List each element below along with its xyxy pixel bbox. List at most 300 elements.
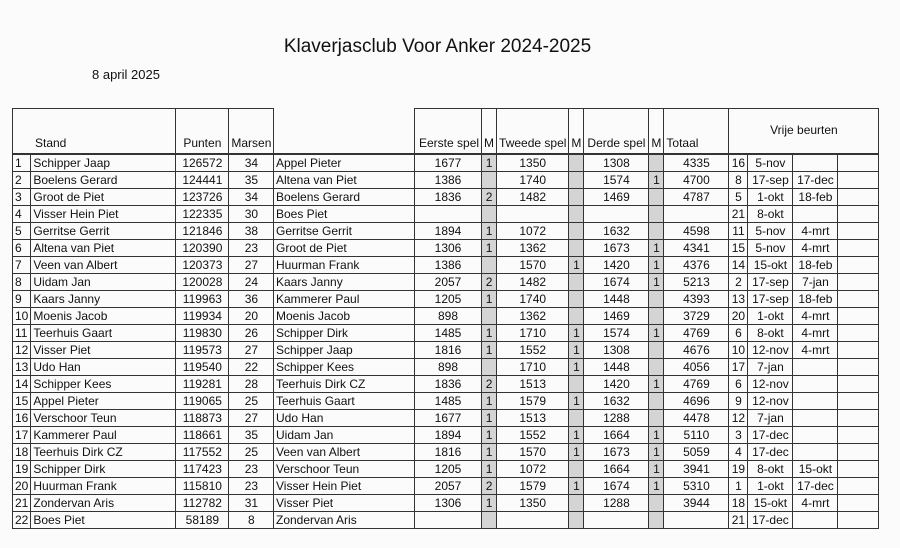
mars-2-value — [569, 172, 584, 189]
punten-value: 119934 — [176, 308, 229, 325]
table-row — [274, 410, 879, 427]
punten-value: 119281 — [176, 376, 229, 393]
stand-position: 11 — [13, 325, 31, 342]
player-name: Schipper Dirk — [31, 461, 176, 478]
vrije-beurten-count: 16 — [729, 154, 748, 172]
mars-2-value — [569, 274, 584, 291]
player-name: Teerhuis Dirk CZ — [31, 444, 176, 461]
stand-position: 2 — [13, 172, 31, 189]
totaal-value: 4056 — [664, 359, 729, 376]
marsen-value: 23 — [229, 461, 274, 478]
derde-spel-value: 1288 — [584, 495, 649, 512]
mars-1-value: 1 — [482, 325, 497, 342]
eerste-spel-value: 1306 — [415, 495, 482, 512]
table-row — [274, 223, 879, 240]
vrije-beurt-date-3 — [838, 291, 879, 308]
vrije-beurt-date-2: 4-mrt — [793, 495, 838, 512]
table-row — [274, 427, 879, 444]
tweede-spel-value: 1513 — [497, 376, 569, 393]
vrije-beurten-count: 15 — [729, 240, 748, 257]
eerste-spel-value: 1205 — [415, 461, 482, 478]
player-name: Zondervan Aris — [31, 495, 176, 512]
tweede-spel-value: 1350 — [497, 154, 569, 172]
mars-2-value — [569, 154, 584, 172]
page-title: Klaverjasclub Voor Anker 2024-2025 — [283, 36, 592, 57]
vrije-beurt-date-2 — [793, 427, 838, 444]
eerste-spel-value — [415, 512, 482, 529]
stand-position: 6 — [13, 240, 31, 257]
derde-spel-value: 1574 — [584, 325, 649, 342]
vrije-beurten-count: 17 — [729, 359, 748, 376]
vrije-beurt-date-3 — [838, 274, 879, 291]
player-name: Kaars Janny — [31, 291, 176, 308]
mars-3-value — [649, 291, 664, 308]
mars-3-value: 1 — [649, 172, 664, 189]
vrije-beurt-date-1: 8-okt — [748, 206, 793, 223]
totaal-value: 4335 — [664, 154, 729, 172]
player-name: Visser Hein Piet — [274, 478, 415, 495]
marsen-value: 27 — [229, 342, 274, 359]
punten-value: 117423 — [176, 461, 229, 478]
player-name: Schipper Jaap — [274, 342, 415, 359]
mars-2-value — [569, 240, 584, 257]
vrije-beurt-date-1: 17-dec — [748, 444, 793, 461]
mars-2-value — [569, 410, 584, 427]
standings-header-row — [13, 109, 274, 155]
marsen-value: 25 — [229, 444, 274, 461]
mars-3-value — [649, 410, 664, 427]
totaal-value: 4478 — [664, 410, 729, 427]
eerste-spel-value: 1677 — [415, 154, 482, 172]
totaal-value: 4696 — [664, 393, 729, 410]
tweede-spel-value: 1570 — [497, 444, 569, 461]
table-row — [13, 342, 274, 359]
mars-1-value: 1 — [482, 223, 497, 240]
mars-2-value: 1 — [569, 478, 584, 495]
vrije-beurt-date-2 — [793, 410, 838, 427]
mars-2-value — [569, 206, 584, 223]
stand-position: 4 — [13, 206, 31, 223]
vrije-beurt-date-2: 7-jan — [793, 274, 838, 291]
vrije-beurt-date-2: 4-mrt — [793, 308, 838, 325]
stand-position: 13 — [13, 359, 31, 376]
vrije-beurt-date-3 — [838, 359, 879, 376]
derde-spel-value: 1632 — [584, 393, 649, 410]
mars-1-value: 2 — [482, 189, 497, 206]
mars-2-value: 1 — [569, 257, 584, 274]
mars-3-value — [649, 189, 664, 206]
table-row — [274, 189, 879, 206]
mars-1-value — [482, 359, 497, 376]
punten-value: 118661 — [176, 427, 229, 444]
vrije-beurt-date-3 — [838, 257, 879, 274]
table-row — [274, 274, 879, 291]
derde-spel-value: 1420 — [584, 376, 649, 393]
vrije-beurten-count: 21 — [729, 206, 748, 223]
eerste-spel-value: 1677 — [415, 410, 482, 427]
derde-spel-value: 1420 — [584, 257, 649, 274]
stand-position: 17 — [13, 427, 31, 444]
mars-3-value — [649, 495, 664, 512]
vrije-beurten-count: 4 — [729, 444, 748, 461]
vrije-beurt-date-3 — [838, 206, 879, 223]
vrije-beurten-count: 18 — [729, 495, 748, 512]
marsen-value: 22 — [229, 359, 274, 376]
marsen-value: 8 — [229, 512, 274, 529]
punten-value: 124441 — [176, 172, 229, 189]
table-row — [13, 240, 274, 257]
mars-3-value — [649, 393, 664, 410]
mars-3-value: 1 — [649, 240, 664, 257]
tweede-spel-value — [497, 206, 569, 223]
vrije-beurt-date-3 — [838, 189, 879, 206]
table-row — [13, 308, 274, 325]
vrije-beurt-date-3 — [838, 512, 879, 529]
vrije-beurten-count: 6 — [729, 325, 748, 342]
player-name: Verschoor Teun — [31, 410, 176, 427]
mars-3-value — [649, 223, 664, 240]
tweede-spel-value: 1710 — [497, 325, 569, 342]
stand-position: 20 — [13, 478, 31, 495]
table-row — [274, 154, 879, 172]
vrije-beurten-count: 1 — [729, 478, 748, 495]
table-row — [13, 376, 274, 393]
vrije-beurten-count: 2 — [729, 274, 748, 291]
derde-spel-value: 1632 — [584, 223, 649, 240]
table-row — [13, 257, 274, 274]
player-name: Visser Piet — [31, 342, 176, 359]
mars-3-value: 1 — [649, 444, 664, 461]
header-derde-spel: Derde spel — [584, 109, 649, 155]
totaal-value — [664, 512, 729, 529]
header-m3: M — [649, 109, 664, 155]
mars-1-value: 2 — [482, 376, 497, 393]
marsen-value: 20 — [229, 308, 274, 325]
table-row — [13, 512, 274, 529]
vrije-beurt-date-2: 17-dec — [793, 478, 838, 495]
derde-spel-value: 1673 — [584, 240, 649, 257]
mars-2-value — [569, 512, 584, 529]
vrije-beurt-date-2: 18-feb — [793, 189, 838, 206]
table-row — [274, 172, 879, 189]
eerste-spel-value: 898 — [415, 359, 482, 376]
tweede-spel-value: 1552 — [497, 427, 569, 444]
marsen-value: 27 — [229, 410, 274, 427]
stand-position: 3 — [13, 189, 31, 206]
stand-position: 19 — [13, 461, 31, 478]
mars-1-value: 1 — [482, 393, 497, 410]
derde-spel-value: 1308 — [584, 342, 649, 359]
table-row — [13, 393, 274, 410]
mars-1-value: 1 — [482, 154, 497, 172]
table-row — [274, 206, 879, 223]
table-row — [274, 376, 879, 393]
mars-1-value: 1 — [482, 410, 497, 427]
mars-2-value — [569, 308, 584, 325]
totaal-value: 4676 — [664, 342, 729, 359]
stand-position: 10 — [13, 308, 31, 325]
vrije-beurt-date-1: 12-nov — [748, 376, 793, 393]
table-row — [13, 172, 274, 189]
table-row — [13, 223, 274, 240]
totaal-value: 4700 — [664, 172, 729, 189]
marsen-value: 34 — [229, 154, 274, 172]
marsen-value: 24 — [229, 274, 274, 291]
player-name: Uidam Jan — [274, 427, 415, 444]
table-row — [274, 444, 879, 461]
vrije-beurt-date-3 — [838, 478, 879, 495]
marsen-value: 28 — [229, 376, 274, 393]
stand-position: 5 — [13, 223, 31, 240]
player-name: Teerhuis Gaart — [274, 393, 415, 410]
table-row — [13, 154, 274, 172]
eerste-spel-value: 1205 — [415, 291, 482, 308]
punten-value: 119573 — [176, 342, 229, 359]
table-row — [274, 240, 879, 257]
vrije-beurt-date-2: 18-feb — [793, 291, 838, 308]
vrije-beurt-date-2: 15-okt — [793, 461, 838, 478]
vrije-beurt-date-2: 17-dec — [793, 172, 838, 189]
vrije-beurt-date-1: 12-nov — [748, 342, 793, 359]
mars-2-value — [569, 495, 584, 512]
table-row — [274, 291, 879, 308]
vrije-beurt-date-2 — [793, 444, 838, 461]
table-row — [274, 359, 879, 376]
marsen-value: 35 — [229, 172, 274, 189]
vrije-beurt-date-3 — [838, 308, 879, 325]
vrije-beurten-count: 5 — [729, 189, 748, 206]
mars-1-value: 1 — [482, 495, 497, 512]
totaal-value: 4598 — [664, 223, 729, 240]
mars-1-value — [482, 257, 497, 274]
player-name: Kammerer Paul — [31, 427, 176, 444]
stand-position: 16 — [13, 410, 31, 427]
totaal-value: 4376 — [664, 257, 729, 274]
mars-3-value — [649, 154, 664, 172]
totaal-value: 4787 — [664, 189, 729, 206]
stand-position: 22 — [13, 512, 31, 529]
stand-position: 9 — [13, 291, 31, 308]
mars-3-value — [649, 512, 664, 529]
eerste-spel-value — [415, 206, 482, 223]
punten-value: 126572 — [176, 154, 229, 172]
punten-value: 121846 — [176, 223, 229, 240]
player-name: Kammerer Paul — [274, 291, 415, 308]
mars-3-value: 1 — [649, 461, 664, 478]
mars-1-value: 2 — [482, 274, 497, 291]
mars-3-value: 1 — [649, 478, 664, 495]
vrije-beurten-count: 20 — [729, 308, 748, 325]
player-name: Udo Han — [31, 359, 176, 376]
vrije-beurt-date-2: 18-feb — [793, 257, 838, 274]
totaal-value: 5310 — [664, 478, 729, 495]
stand-position: 14 — [13, 376, 31, 393]
player-name: Moenis Jacob — [274, 308, 415, 325]
vrije-beurt-date-1: 5-nov — [748, 223, 793, 240]
player-name: Huurman Frank — [31, 478, 176, 495]
totaal-value — [664, 206, 729, 223]
player-name: Kaars Janny — [274, 274, 415, 291]
derde-spel-value: 1664 — [584, 461, 649, 478]
table-row — [13, 291, 274, 308]
vrije-beurt-date-3 — [838, 376, 879, 393]
tweede-spel-value: 1072 — [497, 223, 569, 240]
mars-2-value: 1 — [569, 393, 584, 410]
punten-value: 120028 — [176, 274, 229, 291]
vrije-beurt-date-1: 7-jan — [748, 410, 793, 427]
eerste-spel-value: 898 — [415, 308, 482, 325]
mars-2-value — [569, 291, 584, 308]
totaal-value: 5213 — [664, 274, 729, 291]
player-name: Verschoor Teun — [274, 461, 415, 478]
tweede-spel-value: 1362 — [497, 240, 569, 257]
mars-1-value: 1 — [482, 461, 497, 478]
punten-value: 118873 — [176, 410, 229, 427]
header-totaal: Totaal — [664, 109, 729, 155]
vrije-beurt-date-2 — [793, 512, 838, 529]
derde-spel-value: 1469 — [584, 308, 649, 325]
table-row — [13, 274, 274, 291]
games-table — [273, 108, 879, 529]
vrije-beurt-date-1: 17-sep — [748, 291, 793, 308]
marsen-value: 31 — [229, 495, 274, 512]
eerste-spel-value: 1485 — [415, 393, 482, 410]
table-row — [13, 495, 274, 512]
marsen-value: 23 — [229, 240, 274, 257]
tweede-spel-value: 1579 — [497, 393, 569, 410]
games-header-row — [274, 109, 879, 155]
vrije-beurt-date-1: 5-nov — [748, 240, 793, 257]
player-name: Boes Piet — [31, 512, 176, 529]
header-m1: M — [482, 109, 497, 155]
table-row — [13, 478, 274, 495]
eerste-spel-value: 2057 — [415, 478, 482, 495]
player-name: Huurman Frank — [274, 257, 415, 274]
marsen-value: 35 — [229, 427, 274, 444]
tweede-spel-value: 1570 — [497, 257, 569, 274]
derde-spel-value: 1469 — [584, 189, 649, 206]
table-row — [13, 410, 274, 427]
player-name: Appel Pieter — [274, 154, 415, 172]
punten-value: 119540 — [176, 359, 229, 376]
derde-spel-value — [584, 206, 649, 223]
mars-1-value — [482, 206, 497, 223]
eerste-spel-value: 1485 — [415, 325, 482, 342]
totaal-value: 3944 — [664, 495, 729, 512]
vrije-beurt-date-1: 17-dec — [748, 512, 793, 529]
punten-value: 112782 — [176, 495, 229, 512]
player-name: Schipper Kees — [31, 376, 176, 393]
vrije-beurt-date-1: 8-okt — [748, 325, 793, 342]
player-name: Udo Han — [274, 410, 415, 427]
table-row — [274, 461, 879, 478]
mars-2-value: 1 — [569, 427, 584, 444]
vrije-beurt-date-3 — [838, 240, 879, 257]
player-name: Visser Piet — [274, 495, 415, 512]
table-row — [274, 512, 879, 529]
table-row — [274, 257, 879, 274]
table-row — [13, 206, 274, 223]
mars-3-value: 1 — [649, 325, 664, 342]
player-name: Teerhuis Gaart — [31, 325, 176, 342]
stand-position: 18 — [13, 444, 31, 461]
marsen-value: 23 — [229, 478, 274, 495]
mars-3-value: 1 — [649, 274, 664, 291]
marsen-value: 34 — [229, 189, 274, 206]
vrije-beurt-date-1: 5-nov — [748, 154, 793, 172]
vrije-beurt-date-1: 1-okt — [748, 189, 793, 206]
mars-3-value — [649, 342, 664, 359]
totaal-value: 3729 — [664, 308, 729, 325]
vrije-beurt-date-3 — [838, 410, 879, 427]
derde-spel-value: 1673 — [584, 444, 649, 461]
player-name: Visser Hein Piet — [31, 206, 176, 223]
tweede-spel-value: 1740 — [497, 291, 569, 308]
punten-value: 119963 — [176, 291, 229, 308]
derde-spel-value: 1288 — [584, 410, 649, 427]
vrije-beurt-date-2: 4-mrt — [793, 240, 838, 257]
stand-position: 21 — [13, 495, 31, 512]
player-name: Altena van Piet — [31, 240, 176, 257]
vrije-beurt-date-1: 1-okt — [748, 308, 793, 325]
derde-spel-value: 1664 — [584, 427, 649, 444]
mars-1-value: 1 — [482, 240, 497, 257]
derde-spel-value: 1574 — [584, 172, 649, 189]
totaal-value: 4769 — [664, 376, 729, 393]
marsen-value: 36 — [229, 291, 274, 308]
date-label: 8 april 2025 — [92, 67, 160, 82]
punten-value: 119830 — [176, 325, 229, 342]
derde-spel-value — [584, 512, 649, 529]
punten-value: 120373 — [176, 257, 229, 274]
punten-value: 115810 — [176, 478, 229, 495]
eerste-spel-value: 1386 — [415, 257, 482, 274]
marsen-value: 30 — [229, 206, 274, 223]
table-row — [274, 495, 879, 512]
vrije-beurt-date-3 — [838, 325, 879, 342]
derde-spel-value: 1448 — [584, 291, 649, 308]
vrije-beurt-date-2: 4-mrt — [793, 342, 838, 359]
tweede-spel-value: 1740 — [497, 172, 569, 189]
eerste-spel-value: 1306 — [415, 240, 482, 257]
mars-1-value: 2 — [482, 478, 497, 495]
vrije-beurt-date-2 — [793, 359, 838, 376]
stand-position: 8 — [13, 274, 31, 291]
vrije-beurt-date-3 — [838, 495, 879, 512]
table-row — [13, 461, 274, 478]
vrije-beurt-date-2: 4-mrt — [793, 223, 838, 240]
mars-2-value — [569, 376, 584, 393]
eerste-spel-value: 1894 — [415, 223, 482, 240]
vrije-beurt-date-3 — [838, 393, 879, 410]
vrije-beurten-count: 6 — [729, 376, 748, 393]
mars-2-value — [569, 223, 584, 240]
eerste-spel-value: 2057 — [415, 274, 482, 291]
vrije-beurten-count: 10 — [729, 342, 748, 359]
mars-1-value — [482, 308, 497, 325]
vrije-beurten-count: 13 — [729, 291, 748, 308]
mars-3-value — [649, 206, 664, 223]
tweede-spel-value: 1710 — [497, 359, 569, 376]
player-name: Schipper Kees — [274, 359, 415, 376]
eerste-spel-value: 1386 — [415, 172, 482, 189]
player-name: Veen van Albert — [274, 444, 415, 461]
table-row — [13, 359, 274, 376]
vrije-beurt-date-1: 17-dec — [748, 427, 793, 444]
tweede-spel-value: 1579 — [497, 478, 569, 495]
vrije-beurt-date-2 — [793, 154, 838, 172]
mars-1-value — [482, 512, 497, 529]
